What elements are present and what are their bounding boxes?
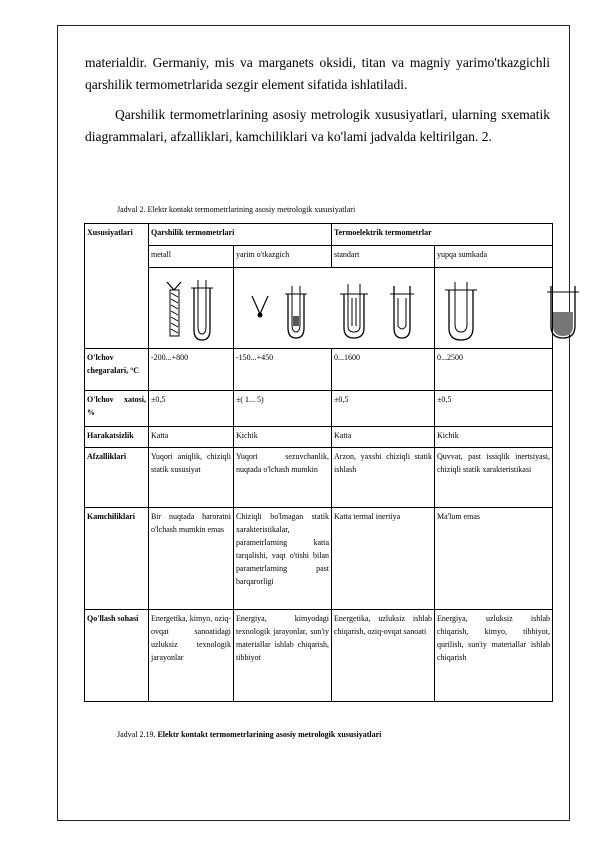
caption-number: Jadval 2.19. — [117, 730, 156, 739]
semiconductor-thermometer-diagram — [234, 268, 435, 348]
header-standard: standart — [332, 246, 435, 268]
header-metal: metall — [149, 246, 234, 268]
cell: Yuqori sezuvchanlik, nuqtada o'lchash mumkin — [234, 448, 332, 508]
table-caption — [117, 730, 381, 739]
cell: 0...1600 — [332, 349, 435, 391]
cell: Bir nuqtada haroratni o'lchash mumkin emas — [149, 508, 234, 610]
cell: -150...+450 — [234, 349, 332, 391]
cell: Katta — [332, 427, 435, 448]
cell: 0...2500 — [435, 349, 553, 391]
cell: Energetika, kimyo, oziq-ovqat sanoatidagi uzluksiz texnologik jarayonlar — [149, 610, 234, 702]
cell: Kichik — [234, 427, 332, 448]
metrology-table — [84, 223, 553, 702]
diagram-metal-cell — [149, 268, 234, 349]
cell: ±0,5 — [332, 391, 435, 427]
row-label-application: Qo'llash sohasi — [85, 610, 149, 702]
paragraph-2: Qarshilik termometrlarining asosiy metrologik xususiyatlari, ularning sxematik diagrammalari, afzalliklari, kamchiliklari va ko'lami jadvalda keltirilgan. 2. — [85, 107, 550, 144]
cell: ±0,5 — [435, 391, 553, 427]
cell: Katta — [149, 427, 234, 448]
cell: Energiya, kimyodagi texnologik jarayonlar, sun'iy materiallar ishlab chiqarish, tibbiyot — [234, 610, 332, 702]
table-title: Jadval 2. Elektr kontakt termometrlarining asosiy metrologik xususiyatlari — [117, 205, 356, 214]
cell: Quvvat, past issiqlik inertsiyasi, chiziqli statik xarakteristikasi — [435, 448, 553, 508]
cell: -200...+800 — [149, 349, 234, 391]
row-label-inertia: Harakatsizlik — [85, 427, 149, 448]
cell: ±( 1... 5) — [234, 391, 332, 427]
row-label-disadvantages: Kamchiliklari — [85, 508, 149, 610]
cell: ±0,5 — [149, 391, 234, 427]
header-property: Xususiyatlari — [85, 224, 149, 349]
paragraph-1: materialdir. Germaniy, mis va marganets oksidi, titan va magniy yarimo'tkazgichli qarshilik termometrlarida sezgir element sifatida ishlatiladi. — [85, 55, 550, 92]
caption-text: Elektr kontakt termometrlarining asosiy metrologik xususiyatlari — [157, 730, 382, 739]
thermoelectric-thermometer-diagram — [435, 268, 595, 348]
header-semiconductor: yarim o'tkazgich — [234, 246, 332, 268]
cell: Ma'lum emas — [435, 508, 553, 610]
header-group-thermoelectric: Termoelektrik termometrlar — [332, 224, 553, 246]
row-label-advantages: Afzalliklari — [85, 448, 149, 508]
header-group-resistance: Qarshilik termometrlari — [149, 224, 332, 246]
diagram-semiconductor-standard-cell — [234, 268, 435, 349]
cell: Katta termal inertiya — [332, 508, 435, 610]
cell: Energiya, uzluksiz ishlab chiqarish, kimyo, tibbiyot, qurilish, sun'iy materiallar ishlab chiqarish — [435, 610, 553, 702]
diagram-thin-sheath-cell — [435, 268, 553, 349]
row-label-range: O'lchov chegaralari, °C — [85, 349, 149, 391]
cell: Energetika, uzluksiz ishlab chiqarish, oziq-ovqat sanoati — [332, 610, 435, 702]
cell: Yuqori aniqlik, chiziqli statik xususiyat — [149, 448, 234, 508]
metal-thermometer-diagram — [149, 268, 234, 348]
header-thin-sheath: yupqa sumkada — [435, 246, 553, 268]
row-label-error: O'lchov xatosi, % — [85, 391, 149, 427]
cell: Chiziqli bo'lmagan statik xarakteristikalar, parametrlarning katta tarqalishi, vaqt o'tishi bilan parametrlarning past barqarorligi — [234, 508, 332, 610]
cell: Arzon, yaxshi chiziqli statik ishlash — [332, 448, 435, 508]
cell: Kichik — [435, 427, 553, 448]
